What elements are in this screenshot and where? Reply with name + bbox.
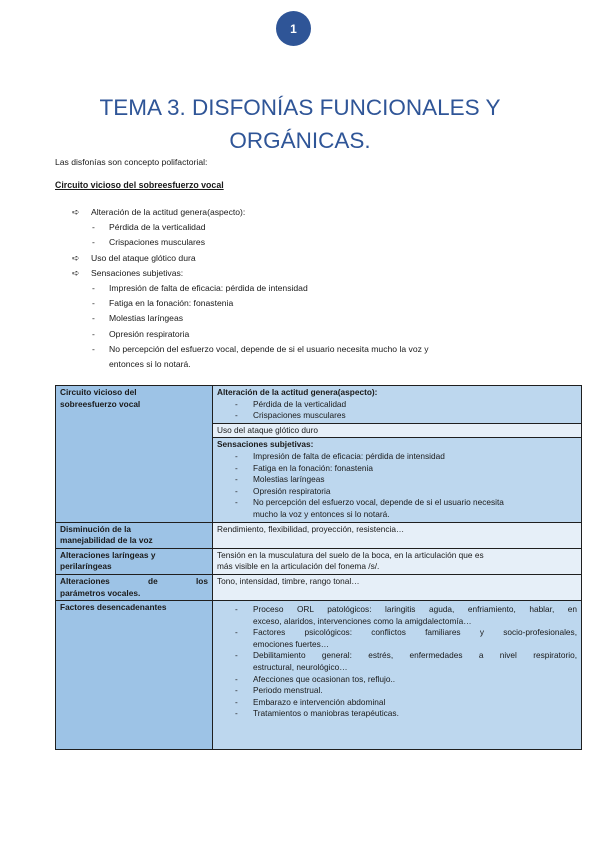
- outline-subitem: [72, 220, 542, 235]
- list-item: [217, 463, 577, 475]
- label-line: Disminución de la: [60, 523, 131, 534]
- list-item: [217, 474, 577, 486]
- label-line: parámetros vocales.: [60, 587, 141, 598]
- cell-manejabilidad: [213, 522, 582, 548]
- row-label-alteraciones-laringeas: [56, 548, 213, 574]
- outline-item: [72, 205, 542, 220]
- arrow-bullet-icon: ➪: [72, 267, 80, 278]
- dash-bullet: -: [235, 474, 238, 485]
- outline-subitem-text: Molestias laríngeas: [109, 313, 184, 324]
- cell-text: Rendimiento, flexibilidad, proyección, resistencia…: [217, 523, 405, 534]
- outline-subitem-text: Crispaciones musculares: [109, 237, 205, 248]
- list-item-text: Afecciones que ocasionan tos, reflujo..: [253, 673, 396, 684]
- dash-bullet: -: [235, 696, 238, 707]
- outline-subitem: [72, 327, 542, 342]
- outline-item-text: Uso del ataque glótico dura: [91, 252, 196, 263]
- cell-heading: Alteración de la actitud genera(aspecto):: [217, 387, 378, 397]
- cell-ataque: [213, 423, 582, 438]
- row-label-parametros: [56, 574, 213, 600]
- dash-bullet: -: [235, 627, 238, 638]
- cell-actitud: [213, 386, 582, 424]
- list-item-text: No percepción del esfuerzo vocal, depende de si el usuario necesita: [253, 497, 504, 508]
- dash-bullet: -: [235, 462, 238, 473]
- list-item-text: Molestias laríngeas: [253, 474, 325, 485]
- dash-bullet: -: [92, 298, 95, 309]
- outline-item: [72, 251, 542, 266]
- table-row: [56, 548, 582, 574]
- table-row: [56, 601, 582, 750]
- outline-subitem: [72, 311, 542, 326]
- row-label-factores: [56, 601, 213, 750]
- outline-list: [72, 205, 542, 372]
- list-item-text: Crispaciones musculares: [253, 410, 346, 421]
- dash-bullet: -: [92, 343, 95, 354]
- table-row: [56, 386, 582, 424]
- dash-bullet: -: [235, 685, 238, 696]
- title-line-1: TEMA 3. DISFONÍAS FUNCIONALES Y: [99, 95, 501, 121]
- outline-subitem-text-cont: entonces si lo notará.: [109, 358, 191, 369]
- dash-bullet: -: [92, 328, 95, 339]
- list-item: [217, 451, 577, 463]
- list-item-text: Tratamientos o maniobras terapéuticas.: [253, 708, 399, 719]
- list-item: [217, 497, 577, 520]
- dash-bullet: -: [235, 398, 238, 409]
- cell-text: Uso del ataque glótico duro: [217, 424, 319, 435]
- arrow-bullet-icon: ➪: [72, 252, 80, 263]
- row-label-circuito: [56, 386, 213, 523]
- outline-subitem: [72, 342, 542, 372]
- cell-parametros: [213, 574, 582, 600]
- dash-bullet: -: [235, 673, 238, 684]
- outline-subitem-text: Impresión de falta de eficacia: pérdida de intensidad: [109, 282, 308, 293]
- section-title: Circuito vicioso del sobreesfuerzo vocal: [55, 180, 224, 190]
- outline-subitem: [72, 235, 542, 250]
- list-item: [217, 697, 577, 709]
- cell-heading: Sensaciones subjetivas:: [217, 439, 314, 450]
- list-item-text: Pérdida de la verticalidad: [253, 398, 347, 409]
- cell-alteraciones-laringeas: [213, 548, 582, 574]
- dash-bullet: -: [235, 410, 238, 421]
- dash-bullet: -: [235, 497, 238, 508]
- dash-bullet: -: [235, 604, 238, 615]
- outline-item-text: Sensaciones subjetivas:: [91, 267, 184, 278]
- list-item-text-cont: exceso, alaridos, intervenciones como la amigdalectomía…: [253, 615, 472, 626]
- list-item-text-cont: emociones fuertes…: [253, 638, 330, 649]
- list-item-text: Factores psicológicos: conflictos familiares y socio-profesionales,: [253, 627, 577, 638]
- label-line: manejabilidad de la voz: [60, 535, 153, 546]
- list-item-text: Impresión de falta de eficacia: pérdida de intensidad: [253, 450, 445, 461]
- dash-bullet: -: [235, 450, 238, 461]
- list-item: [217, 399, 577, 411]
- table-row: [56, 574, 582, 600]
- list-item-text-cont: mucho la voz y entonces si lo notará.: [253, 508, 390, 519]
- list-item-text: Opresión respiratoria: [253, 485, 331, 496]
- list-item: [217, 627, 577, 650]
- label-line: Alteraciones laríngeas y: [60, 549, 156, 560]
- list-item: [217, 650, 577, 673]
- list-item-text: Embarazo e intervención abdominal: [253, 696, 386, 707]
- list-item-text: Debilitamiento general: estrés, enfermedades a nivel respiratorio,: [253, 650, 577, 661]
- list-item: [217, 708, 577, 720]
- list-item: [217, 674, 577, 686]
- page-title: [60, 91, 540, 157]
- dash-bullet: -: [235, 650, 238, 661]
- cell-factores: [213, 601, 582, 750]
- outline-subitem-text: Fatiga en la fonación: fonastenia: [109, 298, 234, 309]
- table-row: [56, 522, 582, 548]
- list-item: [217, 410, 577, 422]
- list-item-text-cont: estructural, neurológico…: [253, 662, 348, 673]
- outline-subitem: [72, 296, 542, 311]
- outline-item-text: Alteración de la actitud genera(aspecto):: [91, 207, 246, 217]
- label-line: sobreesfuerzo vocal: [60, 398, 141, 409]
- cell-text: Tono, intensidad, timbre, rango tonal…: [217, 575, 360, 586]
- cell-text: Tensión en la musculatura del suelo de la boca, en la articulación que es: [217, 549, 484, 560]
- outline-subitem-text: Pérdida de la verticalidad: [109, 222, 206, 233]
- title-line-2: ORGÁNICAS.: [229, 128, 371, 154]
- summary-table: [55, 385, 582, 750]
- dash-bullet: -: [92, 237, 95, 248]
- dash-bullet: -: [92, 313, 95, 324]
- dash-bullet: -: [92, 282, 95, 293]
- label-line: Alteraciones de los: [60, 575, 208, 586]
- label-line: Factores desencadenantes: [60, 602, 167, 613]
- list-item-text: Fatiga en la fonación: fonastenia: [253, 462, 373, 473]
- dash-bullet: -: [235, 485, 238, 496]
- page-number-badge: 1: [276, 11, 311, 46]
- list-item: [217, 486, 577, 498]
- dash-bullet: -: [92, 222, 95, 233]
- label-line: Circuito vicioso del: [60, 387, 137, 397]
- outline-subitem-text: No percepción del esfuerzo vocal, depende de si el usuario necesita mucho la voz y: [109, 343, 429, 354]
- arrow-bullet-icon: ➪: [72, 207, 80, 217]
- list-item: [217, 604, 577, 627]
- label-line: perilaríngeas: [60, 561, 112, 572]
- cell-text: más visible en la articulación del fonema /s/.: [217, 561, 380, 572]
- outline-item: [72, 266, 542, 281]
- dash-bullet: -: [235, 708, 238, 719]
- list-item: [217, 685, 577, 697]
- list-item-text: Periodo menstrual.: [253, 685, 323, 696]
- list-item-text: Proceso ORL patológicos: laringitis aguda, enfriamiento, hablar, en: [253, 604, 577, 615]
- outline-subitem: [72, 281, 542, 296]
- cell-sensaciones: [213, 438, 582, 522]
- row-label-manejabilidad: [56, 522, 213, 548]
- intro-text: Las disfonías son concepto polifactorial:: [55, 157, 208, 167]
- outline-subitem-text: Opresión respiratoria: [109, 328, 190, 339]
